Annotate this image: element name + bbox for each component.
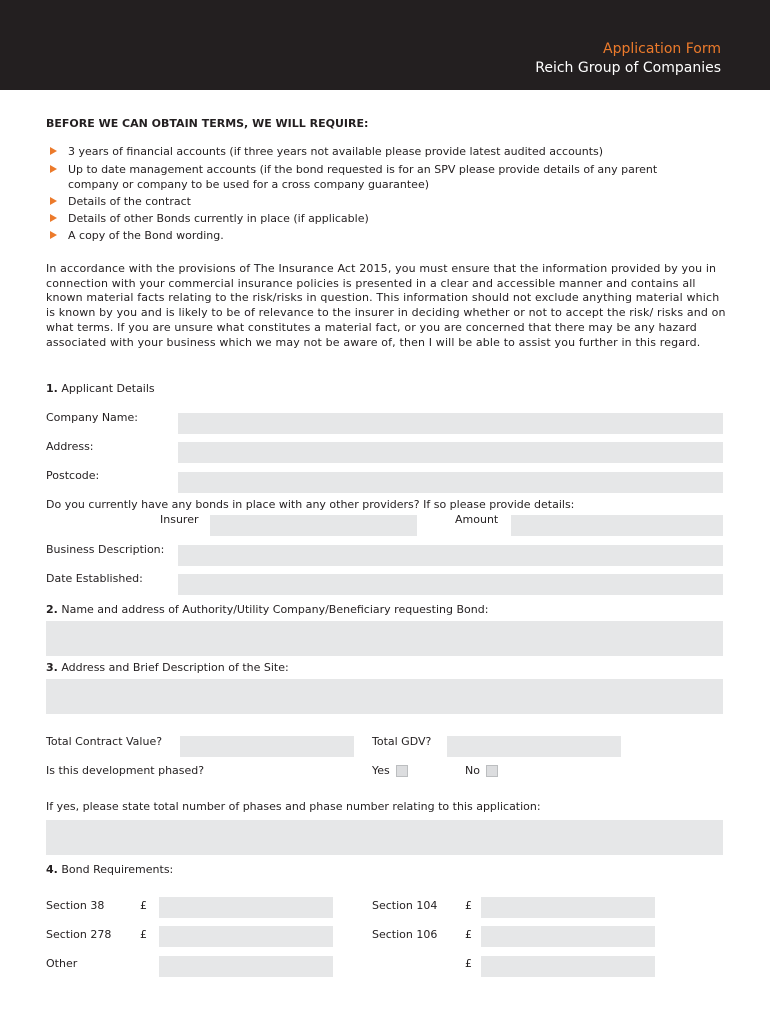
requirement-item: Details of other Bonds currently in place (if applicable) — [68, 212, 369, 225]
pound-sign: £ — [465, 928, 472, 941]
section-106-label: Section 106 — [372, 928, 438, 941]
section-title: Bond Requirements: — [61, 863, 174, 876]
pound-sign: £ — [140, 899, 147, 912]
section-106-field[interactable] — [481, 926, 655, 947]
total-contract-value-field[interactable] — [180, 736, 354, 757]
section-104-field[interactable] — [481, 897, 655, 918]
insurer-field[interactable] — [210, 515, 417, 536]
address-field[interactable] — [178, 442, 723, 463]
other-amount-field[interactable] — [481, 956, 655, 977]
requirement-item: Up to date management accounts (if the bond requested is for an SPV please provide details of any parent — [68, 163, 658, 176]
section-3-heading — [46, 661, 289, 675]
requirement-item: A copy of the Bond wording. — [68, 229, 224, 242]
section-4-heading — [46, 863, 173, 877]
pound-sign: £ — [465, 957, 472, 970]
pound-sign: £ — [140, 928, 147, 941]
business-description-field[interactable] — [178, 545, 723, 566]
bullet-arrow-icon — [50, 231, 57, 239]
yes-checkbox[interactable] — [396, 765, 408, 777]
section-38-label: Section 38 — [46, 899, 105, 912]
section-104-label: Section 104 — [372, 899, 438, 912]
requirement-item: 3 years of financial accounts (if three years not available please provide latest audited accounts) — [68, 145, 604, 158]
amount-label: Amount — [455, 513, 499, 526]
section-title: Applicant Details — [61, 382, 155, 395]
bonds-question: Do you currently have any bonds in place with any other providers? If so please provide details: — [46, 498, 575, 511]
business-description-label: Business Description: — [46, 543, 165, 556]
section-1-heading — [46, 382, 155, 396]
address-label: Address: — [46, 440, 94, 453]
date-established-label: Date Established: — [46, 572, 143, 585]
phases-question: If yes, please state total number of phases and phase number relating to this application: — [46, 800, 541, 813]
page-header — [0, 0, 770, 90]
section-2-heading — [46, 603, 488, 617]
insurer-label: Insurer — [160, 513, 199, 526]
section-title: Name and address of Authority/Utility Company/Beneficiary requesting Bond: — [61, 603, 489, 616]
company-name-field[interactable] — [178, 413, 723, 434]
requirements-heading: BEFORE WE CAN OBTAIN TERMS, WE WILL REQUIRE: — [46, 117, 369, 130]
amount-field[interactable] — [511, 515, 723, 536]
form-title: Application Form — [603, 41, 721, 57]
section-number: 2. — [46, 603, 58, 616]
site-description-field[interactable] — [46, 679, 723, 714]
total-contract-value-label: Total Contract Value? — [46, 735, 163, 748]
requirement-item: Details of the contract — [68, 195, 191, 208]
section-number: 1. — [46, 382, 58, 395]
bullet-arrow-icon — [50, 147, 57, 155]
other-field[interactable] — [159, 956, 333, 977]
authority-beneficiary-field[interactable] — [46, 621, 723, 656]
requirement-item-continued: company or company to be used for a cross company guarantee) — [68, 178, 430, 191]
phases-field[interactable] — [46, 820, 723, 855]
yes-label: Yes — [372, 764, 390, 777]
date-established-field[interactable] — [178, 574, 723, 595]
section-title: Address and Brief Description of the Site: — [61, 661, 289, 674]
insurance-act-paragraph: In accordance with the provisions of The Insurance Act 2015, you must ensure that the information provided by you in connection with your commercial insurance policies is presented in a clear and accessible manner and contains all known material facts relating to the risk/risks in question. This information should not exclude anything material which is known by you and is likely to be of relevance to the insurer in deciding whether or not to accept the risk/ risks and on what terms. If you are unsure what constitutes a material fact, or you are concerned that there may be any hazard associated with your business which we may not be aware of, then I will be able to assist you further in this regard. — [46, 262, 726, 349]
bullet-arrow-icon — [50, 197, 57, 205]
company-name-label: Company Name: — [46, 411, 138, 424]
company-name-heading: Reich Group of Companies — [535, 60, 721, 76]
pound-sign: £ — [465, 899, 472, 912]
no-label: No — [465, 764, 480, 777]
section-number: 4. — [46, 863, 58, 876]
no-checkbox[interactable] — [486, 765, 498, 777]
section-278-label: Section 278 — [46, 928, 112, 941]
total-gdv-field[interactable] — [447, 736, 621, 757]
section-38-field[interactable] — [159, 897, 333, 918]
postcode-label: Postcode: — [46, 469, 100, 482]
bullet-arrow-icon — [50, 165, 57, 173]
bullet-arrow-icon — [50, 214, 57, 222]
postcode-field[interactable] — [178, 472, 723, 493]
section-number: 3. — [46, 661, 58, 674]
section-278-field[interactable] — [159, 926, 333, 947]
phased-question: Is this development phased? — [46, 764, 205, 777]
other-label: Other — [46, 957, 78, 970]
total-gdv-label: Total GDV? — [372, 735, 432, 748]
